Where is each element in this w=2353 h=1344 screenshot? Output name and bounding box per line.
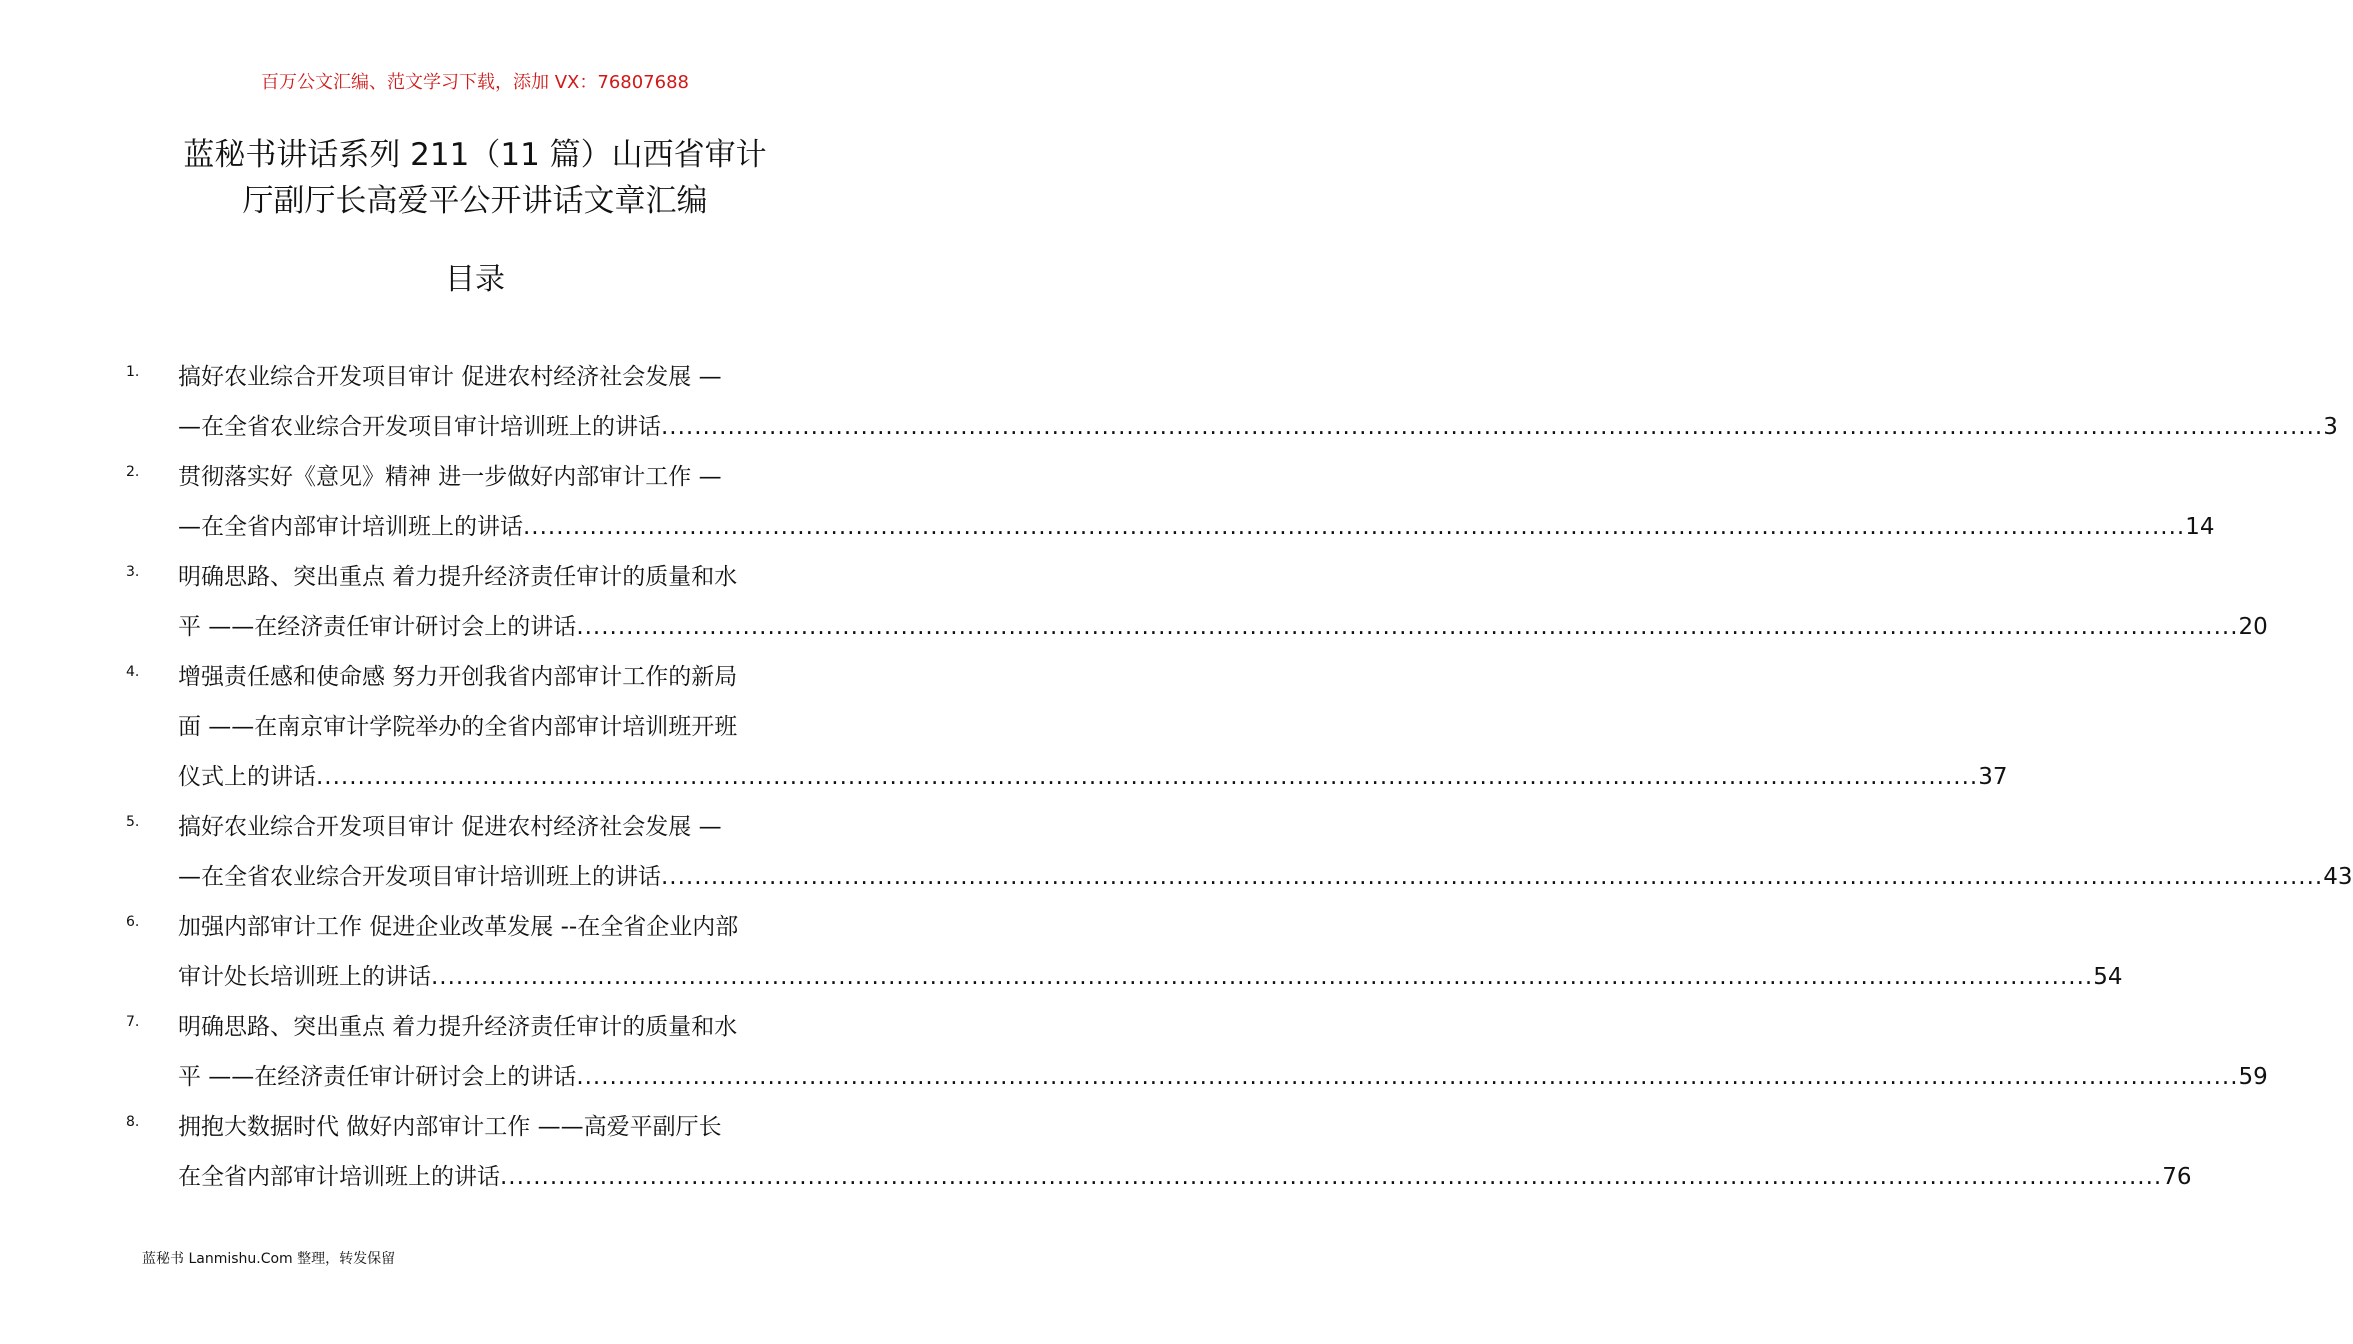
toc-entry-text: —在全省农业综合开发项目审计培训班上的讲话	[178, 414, 661, 440]
toc-entry-last-line	[178, 502, 2215, 552]
title-line-1: 蓝秘书讲话系列 211（11 篇）山西省审计	[183, 137, 767, 173]
toc-entry-text: 仪式上的讲话	[178, 764, 316, 790]
toc-leader-dots: ........................................................................................................................................................................................................	[431, 964, 2094, 990]
title-line-2: 厅副厅长高爱平公开讲话文章汇编	[242, 183, 708, 219]
footer-note: 蓝秘书 Lanmishu.Com 整理，转发保留	[142, 1251, 396, 1267]
toc-leader-dots: ........................................................................................................................................................................................................	[661, 414, 2324, 440]
toc-entry-text: 搞好农业综合开发项目审计 促进农村经济社会发展 —	[178, 814, 722, 840]
toc-entry-text: 面 ——在南京审计学院举办的全省内部审计培训班开班	[178, 714, 738, 740]
toc-entry-text: 在全省内部审计培训班上的讲话	[178, 1164, 500, 1190]
toc-entry-text: 平 ——在经济责任审计研讨会上的讲话	[178, 614, 577, 640]
table-of-contents	[126, 352, 2353, 1202]
toc-entry-number: 4.	[126, 664, 140, 680]
toc-entry[interactable]	[126, 1102, 2192, 1202]
toc-entry-number: 2.	[126, 464, 140, 480]
toc-entry[interactable]	[126, 802, 2353, 902]
toc-entry-last-line	[178, 752, 2008, 802]
toc-entry-text: —在全省农业综合开发项目审计培训班上的讲话	[178, 864, 661, 890]
toc-entry-number: 6.	[126, 914, 140, 930]
toc-page-number: 3	[2323, 414, 2338, 440]
toc-entry-number: 3.	[126, 564, 140, 580]
toc-entry-text: —在全省内部审计培训班上的讲话	[178, 514, 523, 540]
toc-page-number: 59	[2238, 1064, 2268, 1090]
document-title	[90, 132, 860, 224]
toc-entry-number: 8.	[126, 1114, 140, 1130]
toc-entry[interactable]	[126, 1002, 2268, 1102]
toc-leader-dots: ........................................................................................................................................................................................................	[576, 1064, 2239, 1090]
toc-page-number: 54	[2093, 964, 2123, 990]
toc-leader-dots: ........................................................................................................................................................................................................	[576, 614, 2239, 640]
toc-entry-text: 搞好农业综合开发项目审计 促进农村经济社会发展 —	[178, 364, 722, 390]
toc-entry-text: 审计处长培训班上的讲话	[178, 964, 431, 990]
toc-entry-number: 5.	[126, 814, 140, 830]
toc-entry-number: 1.	[126, 364, 140, 380]
header-banner: 百万公文汇编、范文学习下载，添加 VX：76807688	[261, 72, 689, 93]
toc-page-number: 76	[2162, 1164, 2192, 1190]
toc-entry-text: 贯彻落实好《意见》精神 进一步做好内部审计工作 —	[178, 464, 722, 490]
toc-entry[interactable]	[126, 552, 2268, 652]
toc-entry[interactable]	[126, 652, 2008, 802]
toc-leader-dots: ........................................................................................................................................................................................................	[500, 1164, 2163, 1190]
toc-entry[interactable]	[126, 452, 2215, 552]
toc-entry-last-line	[178, 602, 2268, 652]
toc-entry-last-line	[178, 1052, 2268, 1102]
toc-page-number: 14	[2185, 514, 2215, 540]
toc-entry-text: 加强内部审计工作 促进企业改革发展 --在全省企业内部	[178, 914, 739, 940]
toc-entry-text: 增强责任感和使命感 努力开创我省内部审计工作的新局	[178, 664, 738, 690]
toc-entry-last-line	[178, 402, 2338, 452]
toc-entry-last-line	[178, 852, 2353, 902]
toc-entry-last-line	[178, 1152, 2192, 1202]
toc-page-number: 37	[1978, 764, 2008, 790]
toc-entry-text: 明确思路、突出重点 着力提升经济责任审计的质量和水	[178, 564, 738, 590]
toc-leader-dots: ........................................................................................................................................................................................................	[523, 514, 2186, 540]
toc-entry-number: 7.	[126, 1014, 140, 1030]
toc-entry-text: 拥抱大数据时代 做好内部审计工作 ——高爱平副厅长	[178, 1114, 722, 1140]
toc-leader-dots: ........................................................................................................................................................................................................	[316, 764, 1979, 790]
toc-entry-text: 明确思路、突出重点 着力提升经济责任审计的质量和水	[178, 1014, 738, 1040]
toc-heading: 目录	[445, 262, 505, 297]
toc-entry-last-line	[178, 952, 2123, 1002]
toc-page-number: 43	[2323, 864, 2353, 890]
toc-entry[interactable]	[126, 352, 2338, 452]
toc-page-number: 20	[2238, 614, 2268, 640]
toc-leader-dots: ........................................................................................................................................................................................................	[661, 864, 2324, 890]
toc-entry-text: 平 ——在经济责任审计研讨会上的讲话	[178, 1064, 577, 1090]
toc-entry[interactable]	[126, 902, 2123, 1002]
